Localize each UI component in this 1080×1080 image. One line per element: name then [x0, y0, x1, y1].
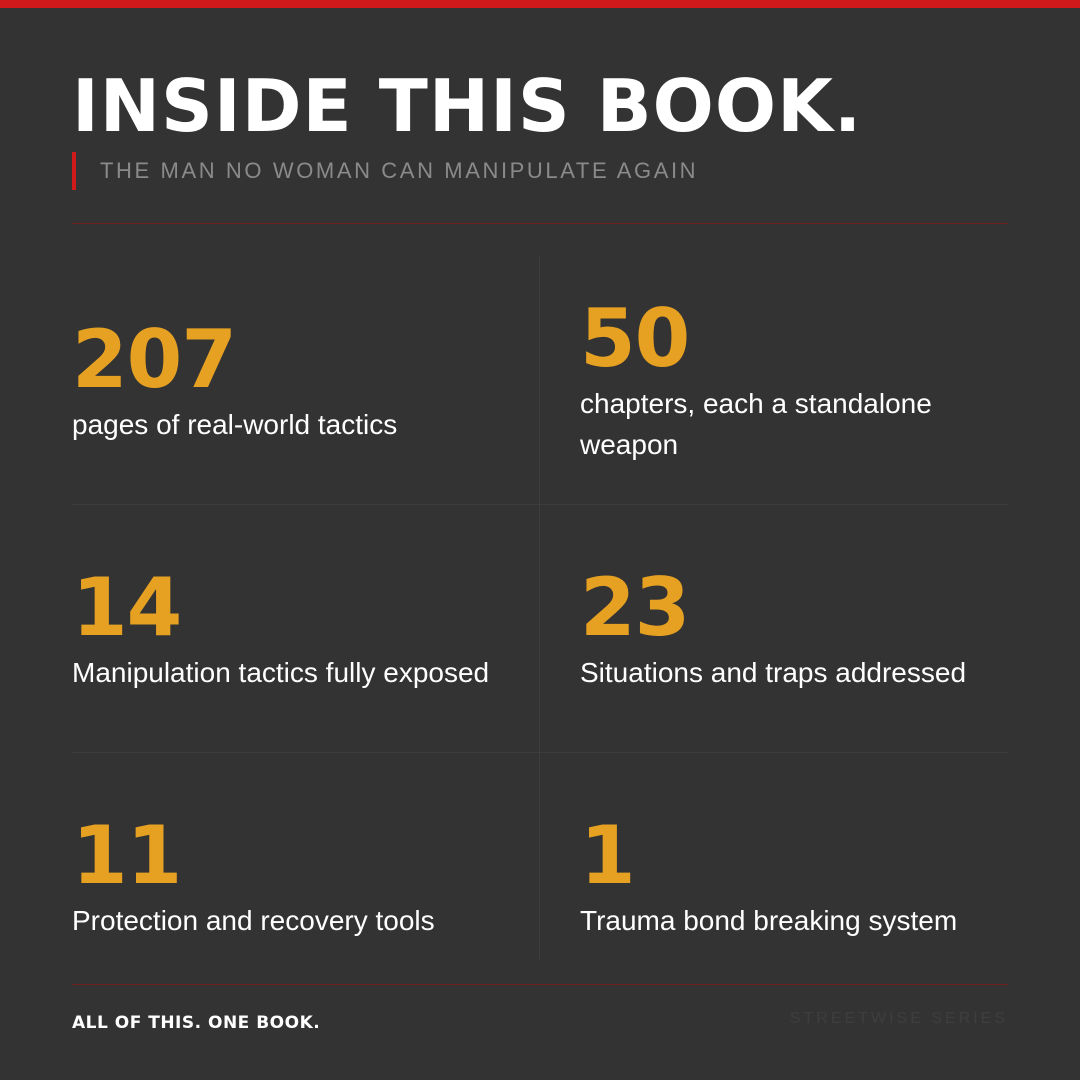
- footer-divider: [72, 984, 1008, 985]
- page-title: INSIDE THIS BOOK.: [72, 64, 863, 148]
- stat-number: 23: [580, 560, 690, 654]
- stat-label: Trauma bond breaking system: [580, 904, 958, 936]
- stats-grid: [72, 256, 1008, 960]
- series-watermark: STREETWISE SERIES: [789, 1010, 1008, 1027]
- stat-number: 14: [72, 560, 182, 654]
- stat-label: pages of real-world tactics: [72, 408, 398, 440]
- stat-card-tools: [72, 752, 540, 1000]
- subtitle-block: [72, 152, 698, 190]
- stat-card-manipulation-tactics: [72, 504, 540, 752]
- stat-card-pages: [72, 256, 540, 504]
- stat-label: chapters, each a standalone weapon: [580, 388, 932, 460]
- page-subtitle: THE MAN NO WOMAN CAN MANIPULATE AGAIN: [100, 158, 699, 183]
- stat-card-situations: [580, 504, 1008, 752]
- stat-number: 1: [580, 808, 635, 902]
- stat-number: 11: [72, 808, 182, 902]
- stat-label: Manipulation tactics fully exposed: [72, 656, 490, 688]
- stat-card-chapters: [580, 256, 1008, 504]
- stat-label: Situations and traps addressed: [580, 656, 967, 688]
- stat-number: 207: [72, 312, 236, 406]
- stat-label: Protection and recovery tools: [72, 904, 435, 936]
- footer-tagline: ALL OF THIS. ONE BOOK.: [72, 1013, 321, 1033]
- header-divider: [72, 223, 1008, 224]
- stat-card-trauma-bond-system: [580, 752, 1008, 1000]
- top-accent-bar: [0, 0, 1080, 8]
- stat-number: 50: [580, 292, 690, 385]
